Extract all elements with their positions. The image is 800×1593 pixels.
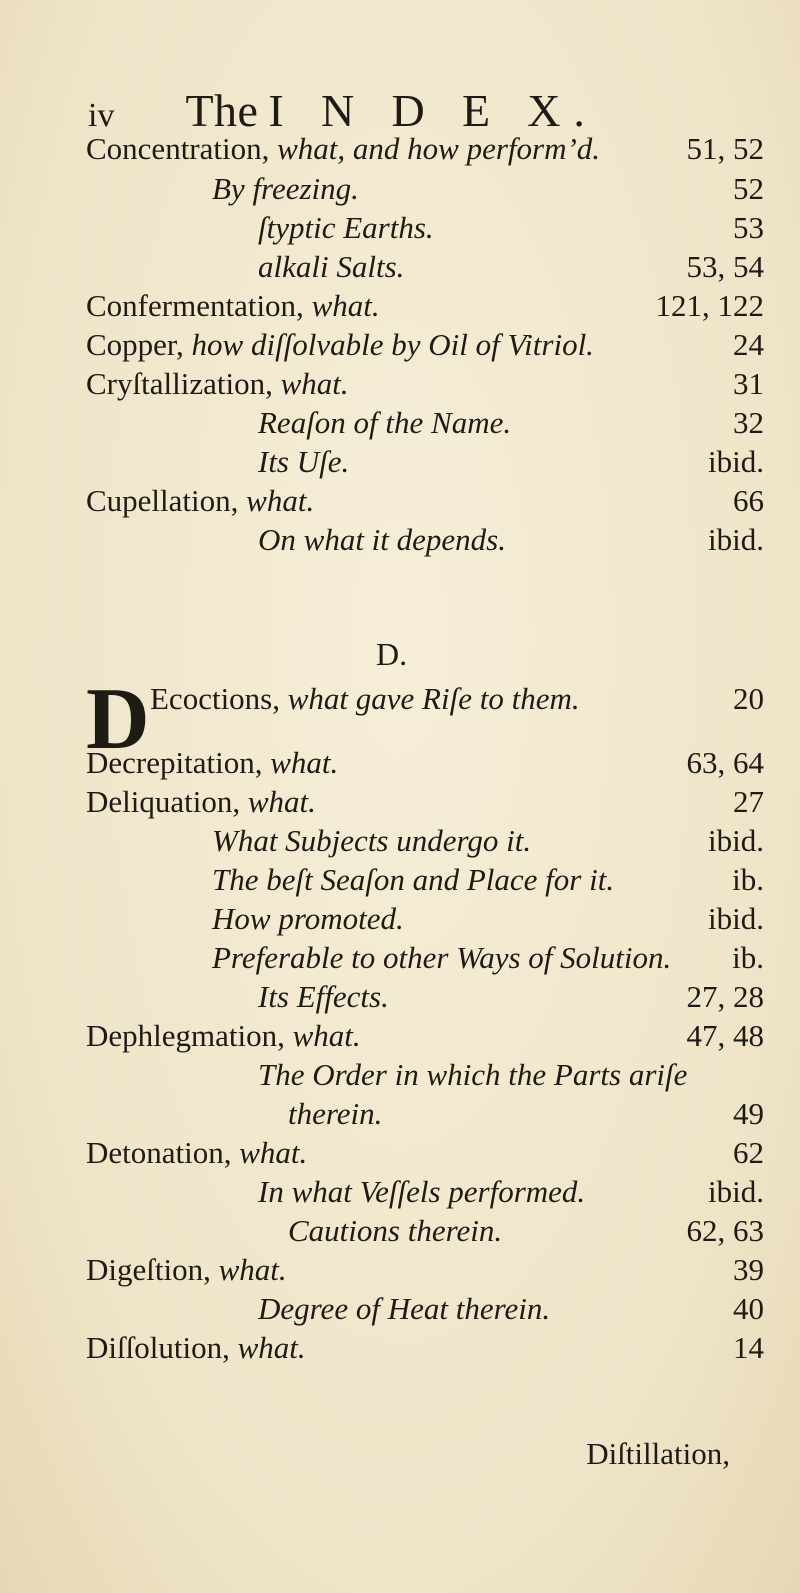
- page-ref: 121, 122: [655, 288, 764, 323]
- drop-cap: D: [86, 671, 150, 768]
- index-entry: Its Uſe. ibid.: [0, 442, 800, 482]
- index-entry: Copper, how diſſolvable by Oil of Vitriol. 24: [0, 325, 800, 365]
- index-entry: Preferable to other Ways of Solution. ib.: [0, 938, 800, 978]
- index-entry: Diſſolution, what. 14: [0, 1328, 800, 1368]
- index-entry: Reaſon of the Name. 32: [0, 403, 800, 443]
- page-ref: ib.: [732, 940, 764, 975]
- index-entry: Cupellation, what. 66: [0, 481, 800, 521]
- index-entry: alkali Salts. 53, 54: [0, 247, 800, 287]
- index-entry: ſtyptic Earths. 53: [0, 208, 800, 248]
- page-ref: 62: [733, 1135, 764, 1170]
- page-ref: 40: [733, 1291, 764, 1326]
- page-ref: 66: [733, 483, 764, 518]
- index-entry: Cautions therein. 62, 63: [0, 1211, 800, 1251]
- page-ref: ibid.: [708, 522, 764, 557]
- index-entry: What Subjects undergo it. ibid.: [0, 821, 800, 861]
- index-entry: therein. 49: [0, 1094, 800, 1134]
- page-header: [88, 85, 598, 136]
- index-entry: Decrepitation, what. 63, 64: [0, 743, 800, 783]
- index-entry: Digeſtion, what. 39: [0, 1250, 800, 1290]
- index-entry: Ecoctions, what gave Riſe to them. 20: [0, 679, 800, 719]
- index-entry: Concentration, what, and how perform’d. 51, 52: [0, 129, 800, 169]
- section-letter: D.: [376, 636, 408, 672]
- page-ref: ibid.: [708, 901, 764, 936]
- index-entry: Confermentation, what. 121, 122: [0, 286, 800, 326]
- page-ref: ibid.: [708, 1174, 764, 1209]
- page-ref: 51, 52: [686, 131, 764, 166]
- catchword: Diſtillation,: [586, 1436, 730, 1471]
- index-entry: Cryſtallization, what. 31: [0, 364, 800, 404]
- page-ref: ib.: [732, 862, 764, 897]
- page-ref: 27, 28: [686, 979, 764, 1014]
- page-ref: 27: [733, 784, 764, 819]
- page-ref: 52: [733, 171, 764, 206]
- page-ref: 63, 64: [686, 745, 764, 780]
- index-entry: Dephlegmation, what. 47, 48: [0, 1016, 800, 1056]
- page-ref: 53: [733, 210, 764, 245]
- page-number: iv: [88, 97, 115, 134]
- page-ref: 14: [733, 1330, 764, 1365]
- page-ref: 31: [733, 366, 764, 401]
- index-entry: How promoted. ibid.: [0, 899, 800, 939]
- index-entry: Detonation, what. 62: [0, 1133, 800, 1173]
- index-entry: Degree of Heat therein. 40: [0, 1289, 800, 1329]
- page-ref: ibid.: [708, 444, 764, 479]
- page-ref: 47, 48: [686, 1018, 764, 1053]
- page-ref: 20: [733, 681, 764, 716]
- index-entry: By freezing. 52: [0, 169, 800, 209]
- page-ref: 39: [733, 1252, 764, 1287]
- page-ref: 62, 63: [686, 1213, 764, 1248]
- index-entry: Its Effects. 27, 28: [0, 977, 800, 1017]
- page-ref: 32: [733, 405, 764, 440]
- page-title: The I N D E X.: [185, 85, 598, 136]
- page-ref: ibid.: [708, 823, 764, 858]
- index-entry: In what Veſſels performed. ibid.: [0, 1172, 800, 1212]
- page-ref: 53, 54: [686, 249, 764, 284]
- index-entry: The beſt Seaſon and Place for it. ib.: [0, 860, 800, 900]
- index-entry: Deliquation, what. 27: [0, 782, 800, 822]
- page-ref: 24: [733, 327, 764, 362]
- page-ref: 49: [733, 1096, 764, 1131]
- index-entry: The Order in which the Parts ariſe: [258, 1057, 688, 1092]
- index-entry: On what it depends. ibid.: [0, 520, 800, 560]
